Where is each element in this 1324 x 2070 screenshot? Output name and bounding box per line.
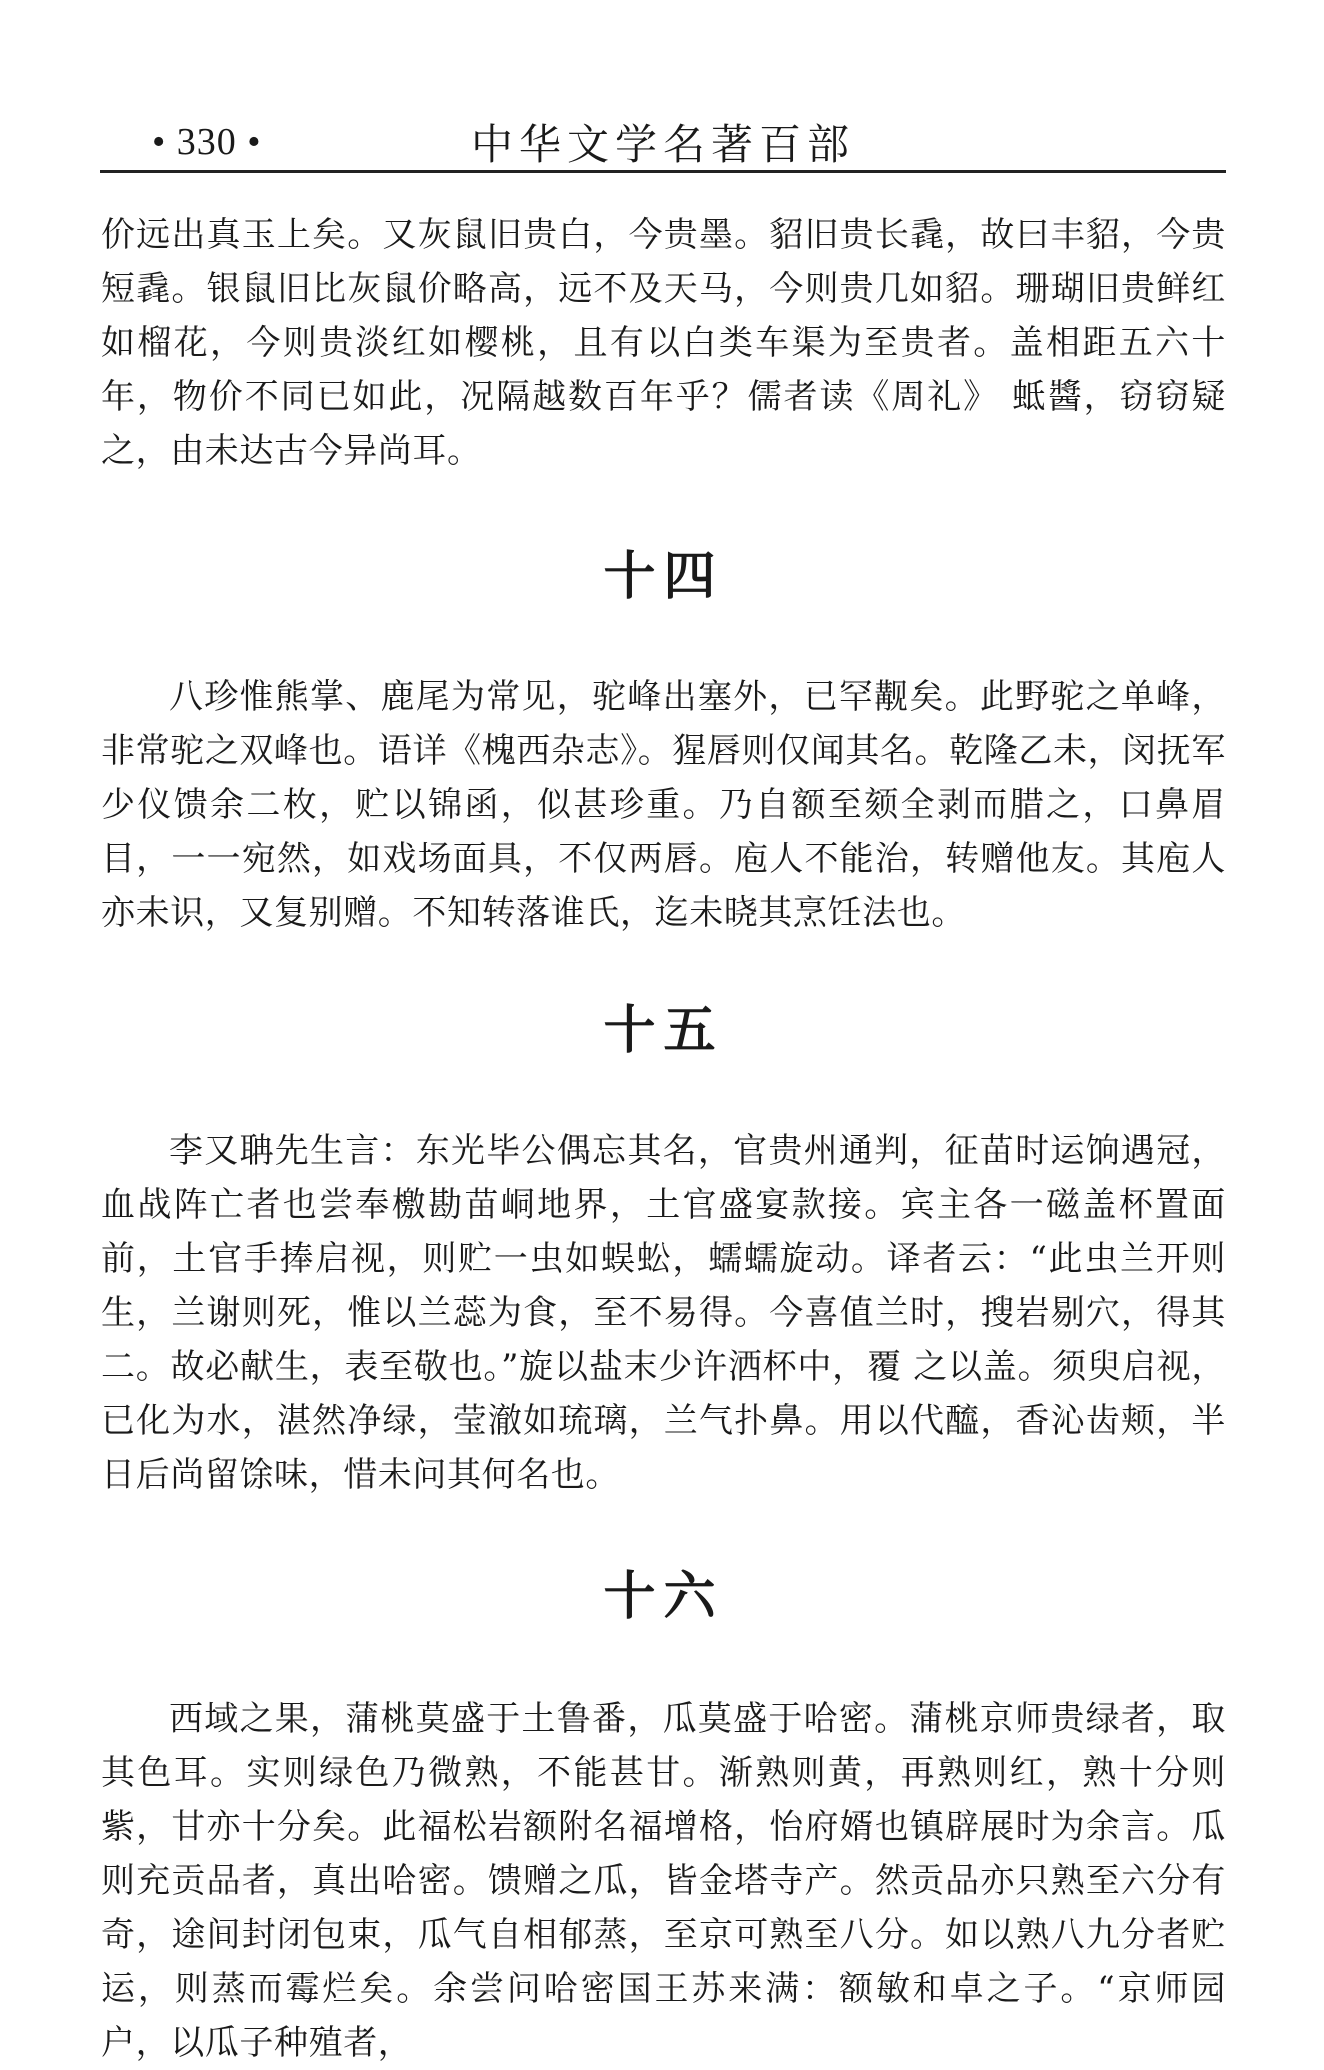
page-number: • 330 • xyxy=(152,121,262,163)
section-heading-14: 十四 xyxy=(603,546,724,607)
section-heading-16: 十六 xyxy=(603,1566,724,1627)
book-title: 中华文学名著百部 xyxy=(470,120,855,169)
header-rule xyxy=(100,170,1226,173)
page-body xyxy=(101,208,1226,2070)
paragraph-continued: 价远出真玉上矣。又灰鼠旧贵白，今贵墨。貂旧贵长毳，故曰丰貂，今贵短毳。银鼠旧比灰鼠价略高，远不及天马，今则贵几如貂。珊瑚旧贵鲜红如榴花，今则贵淡红如樱桃，且有以白类车渠为至贵者。盖相距五六十年，物价不同已如此，况隔越数百年乎？儒者读《周礼》 蚳醬，窃窃疑之，由未达古今异尚耳。 xyxy=(101,215,1226,471)
paragraph-section-16: 西域之果，蒲桃莫盛于土鲁番，瓜莫盛于哈密。蒲桃京师贵绿者，取其色耳。实则绿色乃微熟，不能甚甘。渐熟则黄，再熟则红，熟十分则紫，甘亦十分矣。此福松岩额附名福增格，怡府婿也镇辟展时为余言。瓜则充贡品者，真出哈密。馈赠之瓜，皆金塔寺产。然贡品亦只熟至六分有奇，途间封闭包束，瓜气自相郁蒸，至京可熟至八分。如以熟八九分者贮运，则蒸而霉烂矣。余尝问哈密国王苏来满：额敏和卓之子。“京师园户，以瓜子种殖者， xyxy=(101,1699,1226,2063)
paragraph-section-15: 李又聃先生言：东光毕公偶忘其名，官贵州通判，征苗时运饷遇冠，血战阵亡者也尝奉檄勘苗峒地界，土官盛宴款接。宾主各一磁盖杯置面前，土官手捧启视，则贮一虫如蜈蚣，蠕蠕旋动。译者云：“此虫兰开则生，兰谢则死，惟以兰蕊为食，至不易得。今喜值兰时，搜岩剔穴，得其二。故必献生，表至敬也。”旋以盐末少许洒杯中，覆 之以盖。须臾启视，已化为水，湛然净绿，莹澈如琉璃，兰气扑鼻。用以代醯，香沁齿颊，半日后尚留馀味，惜未问其何名也。 xyxy=(101,1131,1226,1495)
section-heading-15: 十五 xyxy=(603,1000,724,1061)
paragraph-section-14: 八珍惟熊掌、鹿尾为常见，驼峰出塞外，已罕觏矣。此野驼之单峰，非常驼之双峰也。语详《槐西杂志》。猩唇则仅闻其名。乾隆乙未，闵抚军少仪馈余二枚，贮以锦函，似甚珍重。乃自额至颏全剥而腊之，口鼻眉目，一一宛然，如戏场面具，不仅两唇。庖人不能治，转赠他友。其庖人亦未识，又复别赠。不知转落谁氏，迄未晓其烹饪法也。 xyxy=(101,677,1226,933)
page-header xyxy=(100,108,1226,168)
